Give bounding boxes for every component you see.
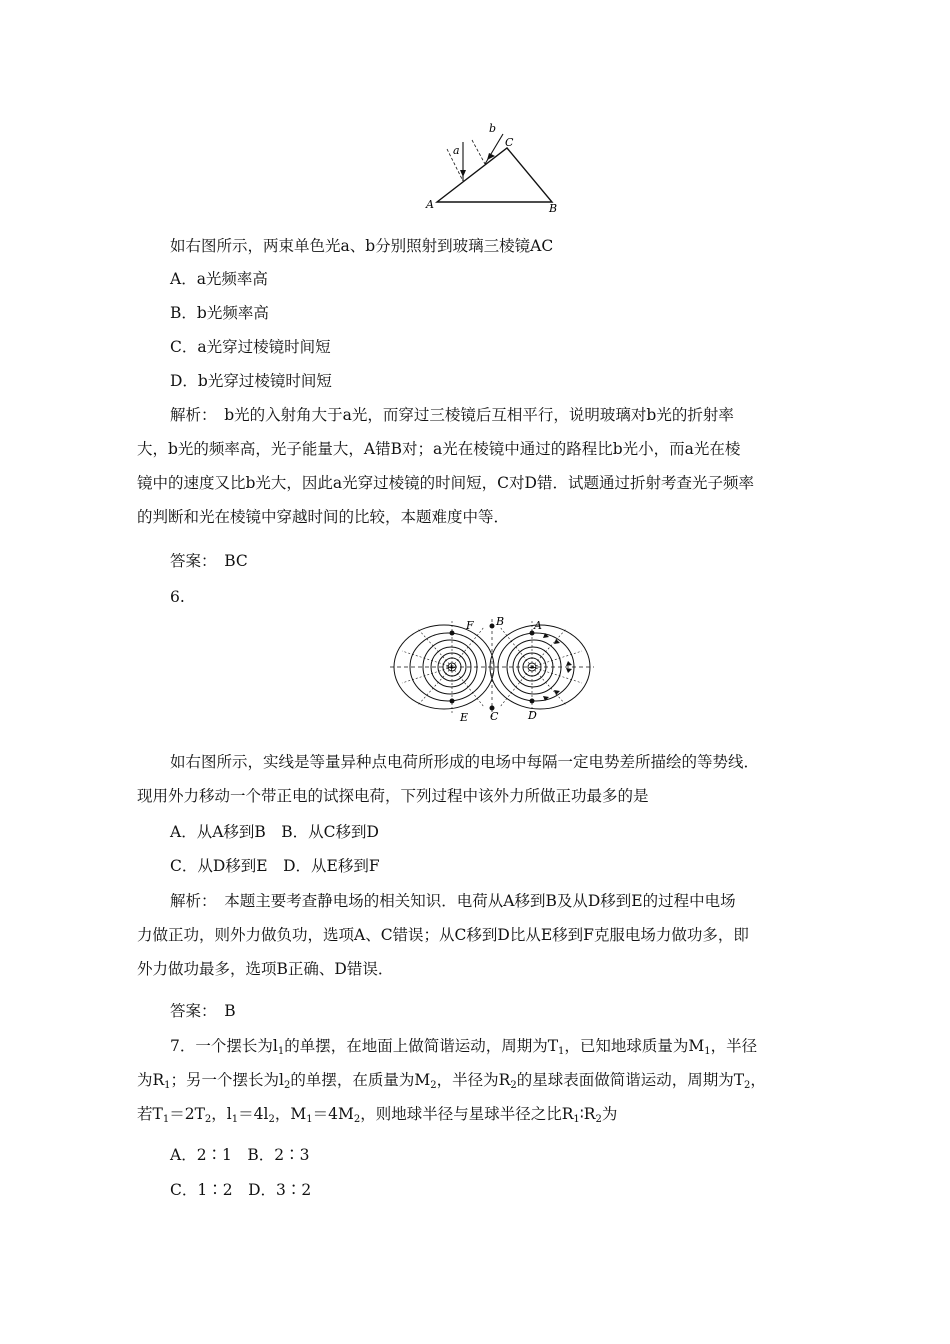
q5-option-d: D．b光穿过棱镜时间短 xyxy=(170,372,332,390)
left-charge-equipotentials xyxy=(394,625,494,709)
q5-option-a: A．a光频率高 xyxy=(170,270,268,288)
q7-options-row1: A．2∶1 B．2∶3 xyxy=(170,1146,310,1164)
q5-option-c: C．a光穿过棱镜时间短 xyxy=(170,338,331,356)
q5-analysis-1: 解析： b光的入射角大于a光，而穿过三棱镜后互相平行，说明玻璃对b光的折射率 xyxy=(170,406,734,424)
charge-minus-icon: − xyxy=(528,661,538,674)
q5-analysis-3: 镜中的速度又比b光大，因此a光穿过棱镜的时间短，C对D错．试题通过折射考查光子频率 xyxy=(137,474,754,492)
q5-stem: 如右图所示，两束单色光a、b分别照射到玻璃三棱镜AC xyxy=(170,237,554,255)
q7-options-row2: C．1∶2 D．3∶2 xyxy=(170,1181,312,1199)
q6-analysis-1: 解析： 本题主要考查静电场的相关知识．电荷从A移到B及从D移到E的过程中电场 xyxy=(170,892,736,910)
q6-number: 6. xyxy=(170,588,185,606)
q6-answer: 答案： B xyxy=(170,1002,236,1020)
label-C: C xyxy=(490,710,499,723)
label-A: A xyxy=(534,619,542,632)
q5-option-b: B．b光频率高 xyxy=(170,304,269,322)
q6-analysis-2: 力做正功，则外力做负功，选项A、C错误；从C移到D比从E移到F克服电场力做功多，即 xyxy=(137,926,749,944)
label-A: A xyxy=(426,198,434,211)
q6-options-row2: C．从D移到E D．从E移到F xyxy=(170,857,380,875)
prism-figure xyxy=(425,120,565,215)
label-B: B xyxy=(496,615,505,628)
q5-analysis-4: 的判断和光在棱镜中穿越时间的比较，本题难度中等． xyxy=(137,508,510,526)
q7-line-2: 为$R_1$；另一个摆长为$l_2$的单摆，在质量为$M_2$，半径为$R_2$的星球表面做简谐运动，周期为$T_2$， xyxy=(137,1071,766,1091)
equipotential-figure xyxy=(388,613,596,725)
q5-analysis-2: 大，b光的频率高，光子能量大，A错B对；a光在棱镜中通过的路程比b光小，而a光在棱 xyxy=(137,440,741,458)
q6-stem-2: 现用外力移动一个带正电的试探电荷，下列过程中该外力所做正功最多的是 xyxy=(137,787,649,805)
charge-plus-icon: + xyxy=(447,661,457,674)
label-a: a xyxy=(453,144,460,157)
label-D: D xyxy=(528,709,537,722)
label-C: C xyxy=(505,136,514,149)
q6-analysis-3: 外力做功最多，选项B正确、D错误． xyxy=(137,960,394,978)
label-b: b xyxy=(489,122,497,135)
q5-answer: 答案： BC xyxy=(170,552,248,570)
normal-line-b xyxy=(472,140,485,164)
label-B: B xyxy=(549,202,558,215)
label-E: E xyxy=(460,711,469,724)
label-F: F xyxy=(466,619,474,632)
q7-line-1: 7．一个摆长为$l_1$的单摆，在地面上做简谐运动，周期为$T_1$，已知地球质量为$M_1$，半径 xyxy=(170,1037,758,1057)
q6-stem-1: 如右图所示，实线是等量异种点电荷所形成的电场中每隔一定电势差所描绘的等势线． xyxy=(170,753,760,771)
q6-options-row1: A．从A移到B B．从C移到D xyxy=(170,823,379,841)
q7-line-3: 若$T_1=2T_2$，$l_1=4l_2$，$M_1=4M_2$，则地球半径与星球半径之比$R_1∶R_2$为 xyxy=(137,1105,618,1125)
